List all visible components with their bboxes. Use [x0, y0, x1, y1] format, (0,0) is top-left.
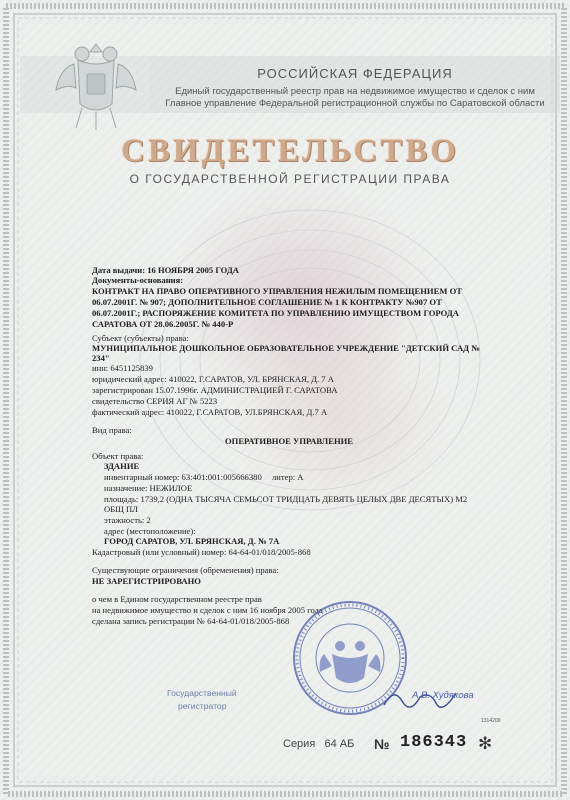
subject-name-line: 234": [92, 353, 110, 363]
basis-line: 06.07.2001Г.; РАСПОРЯЖЕНИЕ КОМИТЕТА ПО УПРАВЛЕНИЮ ИМУЩЕСТВОМ ГОРОДА: [92, 308, 459, 318]
series-label: Серия: [283, 738, 316, 750]
subject-certificate: свидетельство СЕРИЯ АГ № 5223: [92, 396, 218, 406]
number-sign: №: [374, 736, 390, 752]
basis-line: КОНТРАКТ НА ПРАВО ОПЕРАТИВНОГО УПРАВЛЕНИЯ НЕЖИЛЫМ ПОМЕЩЕНИЕМ ОТ: [92, 286, 463, 296]
registrar-label: Государственный: [167, 688, 237, 698]
right-value: ОПЕРАТИВНОЕ УПРАВЛЕНИЕ: [224, 436, 354, 446]
double-headed-eagle-icon: [52, 38, 140, 134]
asterisk-mark: ✻: [478, 734, 493, 753]
issue-date-label: Дата выдачи:: [92, 265, 146, 275]
encumbrance-label: Существующие ограничения (обременения) права:: [92, 565, 279, 575]
header-office: Главное управление Федеральной регистрационной службы по Саратовской области: [165, 98, 545, 109]
series-line: [283, 738, 354, 750]
subject-registered: зарегистрирован 15.07.1996г. АДМИНИСТРАЦИЕЙ Г. САРАТОВА: [92, 385, 338, 395]
subject-name-line: МУНИЦИПАЛЬНОЕ ДОШКОЛЬНОЕ ОБРАЗОВАТЕЛЬНОЕ УЧРЕЖДЕНИЕ "ДЕТСКИЙ САД №: [92, 343, 480, 353]
record-line: на недвижимое имущество и сделок с ним 16 ноября 2005 года: [92, 605, 323, 615]
registrar-label-cont: регистратор: [178, 701, 227, 711]
right-label: Вид права:: [92, 425, 132, 435]
header-country: РОССИЙСКАЯ ФЕДЕРАЦИЯ: [257, 66, 453, 81]
object-letter: литер: А: [272, 472, 304, 482]
object-area-cont: ОБЩ ПЛ: [104, 504, 138, 514]
print-code: 1314200: [481, 718, 501, 724]
object-address-label: адрес (местоположение):: [104, 526, 196, 536]
basis-line: 06.07.2001Г. № 907; ДОПОЛНИТЕЛЬНОЕ СОГЛАШЕНИЕ № 1 К КОНТРАКТУ №907 ОТ: [92, 297, 442, 307]
object-label: Объект права:: [92, 451, 144, 461]
certificate-subtitle: О ГОСУДАРСТВЕННОЙ РЕГИСТРАЦИИ ПРАВА: [129, 172, 451, 186]
basis-line: САРАТОВА ОТ 28.06.2005Г. № 440-Р: [92, 319, 234, 329]
subject-inn: инн: 6451125839: [92, 363, 153, 373]
header-registry: Единый государственный реестр прав на недвижимое имущество и сделок с ним: [175, 86, 535, 97]
object-purpose: назначение: НЕЖИЛОЕ: [104, 483, 193, 493]
basis-label: Документы-основания:: [92, 275, 184, 285]
series-value: 64 АБ: [324, 738, 355, 750]
object-area: площадь: 1739,2 (ОДНА ТЫСЯЧА СЕМЬСОТ ТРИДЦАТЬ ДЕВЯТЬ ЦЕЛЫХ ДВЕ ДЕСЯТЫХ) М2: [104, 494, 468, 504]
certificate-title: СВИДЕТЕЛЬСТВО: [121, 133, 459, 169]
subject-legal-address: юридический адрес: 410022, Г.САРАТОВ, УЛ. БРЯНСКАЯ, Д. 7 А: [92, 374, 334, 384]
object-inventory: инвентарный номер: 63:401:001:005666380: [104, 472, 262, 482]
object-address: ГОРОД САРАТОВ, УЛ. БРЯНСКАЯ, Д. № 7А: [104, 536, 280, 546]
object-type: ЗДАНИЕ: [104, 461, 140, 471]
issue-date-value: 16 НОЯБРЯ 2005 ГОДА: [147, 265, 239, 275]
record-line: сделана запись регистрации № 64-64-01/018/2005-868: [92, 616, 290, 626]
issue-date-line: [92, 265, 239, 275]
object-floors: этажность: 2: [104, 515, 151, 525]
encumbrance-value: НЕ ЗАРЕГИСТРИРОВАНО: [92, 576, 201, 586]
record-line: о чем в Едином государственном реестре прав: [92, 594, 262, 604]
registrar-signature-name: А.В. Худякова: [412, 690, 474, 701]
certificate-number: 186343: [400, 733, 468, 752]
subject-actual-address: фактический адрес: 410022, Г.САРАТОВ, УЛ.БРЯНСКАЯ, Д.7 А: [92, 407, 328, 417]
object-cadastral: Кадастровый (или условный) номер: 64-64-01/018/2005-868: [92, 547, 311, 557]
subject-label: Субъект (субъекты) права:: [92, 333, 189, 343]
